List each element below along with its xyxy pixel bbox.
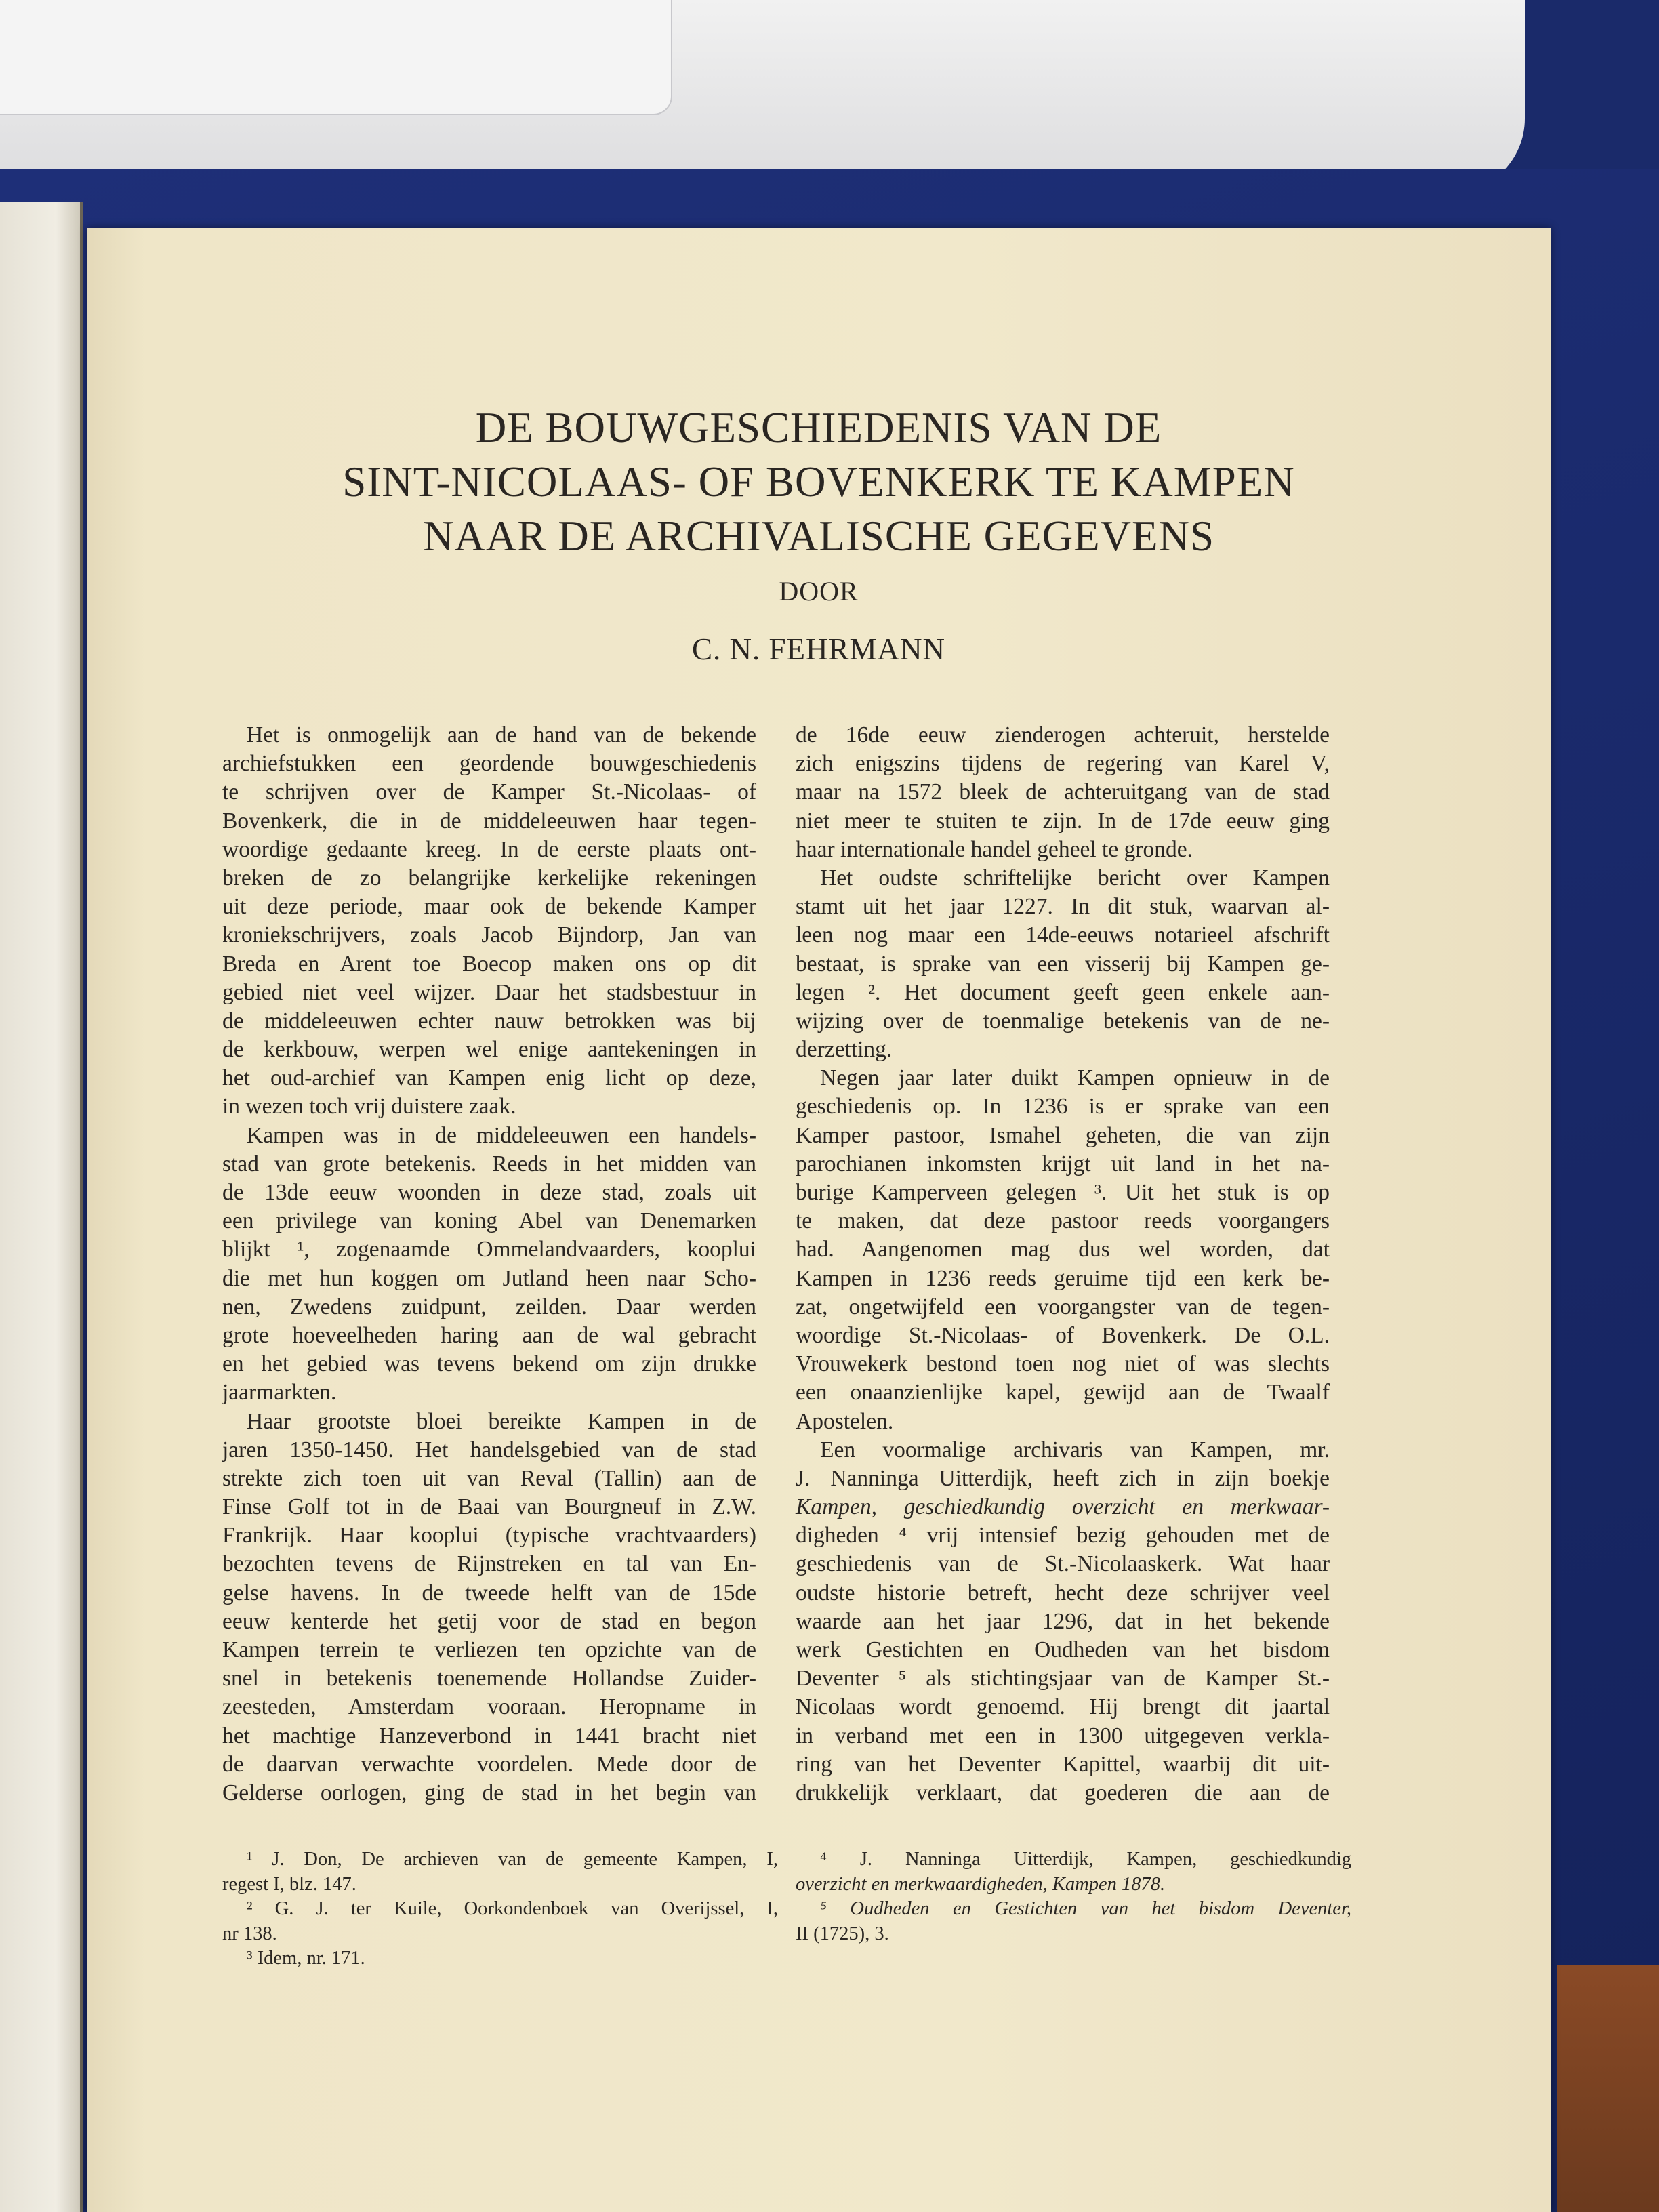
- text-line: Apostelen.: [796, 1408, 894, 1434]
- text-line: haar internationale handel geheel te gronde.: [796, 836, 1193, 862]
- text-line: Kampen in 1236 reeds geruime tijd een kerk be-: [796, 1265, 1330, 1291]
- footnotes-left: [222, 1847, 778, 1971]
- text-line: ring van het Deventer Kapittel, waarbij dit uit-: [796, 1751, 1330, 1777]
- text-line: blijkt ¹, zogenaamde Ommelandvaarders, kooplui: [222, 1237, 756, 1263]
- footnotes-right: [796, 1847, 1351, 1946]
- text-line: Finse Golf tot in de Baai van Bourgneuf in Z.W.: [222, 1494, 756, 1520]
- text-line: Kampen terrein te verliezen ten opzichte van de: [222, 1637, 756, 1662]
- text-line: Breda en Arent toe Boecop maken ons op dit: [222, 951, 756, 977]
- text-line: de 16de eeuw zienderogen achteruit, herstelde: [796, 722, 1330, 747]
- text-line: Kampen was in de middeleeuwen een handels-: [247, 1122, 756, 1148]
- text-line: Kamper pastoor, Ismahel geheten, die van zijn: [796, 1122, 1330, 1148]
- text-line: woordige St.-Nicolaas- of Bovenkerk. De O.L.: [796, 1322, 1330, 1348]
- text-line: te schrijven over de Kamper St.-Nicolaas- of: [222, 779, 756, 805]
- text-line: de kerkbouw, werpen wel enige aantekeningen in: [222, 1037, 756, 1063]
- footnote-line: overzicht en merkwaardigheden, Kampen 1878.: [796, 1873, 1166, 1895]
- text-line: gelse havens. In de tweede helft van de 15de: [222, 1580, 756, 1605]
- text-line: waarde aan het jaar 1296, dat in het bekende: [796, 1608, 1330, 1634]
- text-line: stad van grote betekenis. Reeds in het midden van: [222, 1151, 756, 1176]
- text-line: digheden ⁴ vrij intensief bezig gehouden met de: [796, 1523, 1330, 1549]
- text-line: Frankrijk. Haar kooplui (typische vrachtvaarders): [222, 1523, 756, 1549]
- laptop-lid: [0, 0, 1525, 193]
- text-line: Nicolaas wordt genoemd. Hij brengt dit jaartal: [796, 1694, 1330, 1720]
- text-line: parochianen inkomsten krijgt uit land in het na-: [796, 1151, 1330, 1176]
- text-line: de middeleeuwen echter nauw betrokken was bij: [222, 1008, 756, 1033]
- text-line: oudste historie betreft, hecht deze schrijver veel: [796, 1580, 1330, 1605]
- text-line: nen, Zwedens zuidpunt, zeilden. Daar werden: [222, 1294, 756, 1319]
- article-title-line-3: NAAR DE ARCHIVALISCHE GEGEVENS: [422, 512, 1215, 560]
- text-line: bezochten tevens de Rijnstreken en tal van En-: [222, 1551, 756, 1577]
- text-line: het machtige Hanzeverbond in 1441 bracht niet: [222, 1723, 756, 1748]
- text-line: Haar grootste bloei bereikte Kampen in de: [247, 1408, 756, 1434]
- text-line: gebied niet veel wijzer. Daar het stadsbestuur in: [222, 979, 756, 1005]
- text-line: jaarmarkten.: [222, 1380, 337, 1406]
- text-line: J. Nanninga Uitterdijk, heeft zich in zijn boekje: [796, 1465, 1330, 1491]
- text-line: Kampen, geschiedkundig overzicht en merkwaar-: [796, 1494, 1330, 1520]
- footnote-line: II (1725), 3.: [796, 1923, 889, 1944]
- text-line: had. Aangenomen mag dus wel worden, dat: [796, 1237, 1330, 1263]
- text-line: burige Kamperveen gelegen ³. Uit het stuk is op: [796, 1180, 1330, 1205]
- text-line: stamt uit het jaar 1227. In dit stuk, waarvan al-: [796, 894, 1330, 920]
- left-text-column: [222, 721, 756, 1807]
- text-line: wijzing over de toenmalige betekenis van de ne-: [796, 1008, 1330, 1033]
- text-line: bestaat, is sprake van een visserij bij Kampen ge-: [796, 951, 1330, 977]
- text-line: een onaanzienlijke kapel, gewijd aan de Twaalf: [796, 1380, 1330, 1406]
- table-surface: [1557, 1965, 1659, 2212]
- text-line: Het oudste schriftelijke bericht over Kampen: [820, 865, 1330, 890]
- text-line: Het is onmogelijk aan de hand van de bekende: [247, 722, 756, 747]
- text-line: breken de zo belangrijke kerkelijke rekeningen: [222, 865, 756, 890]
- text-line: Vrouwekerk bestond toen nog niet of was slechts: [796, 1351, 1330, 1377]
- text-line: uit deze periode, maar ook de bekende Kamper: [222, 894, 756, 920]
- footnote-line: ⁴ J. Nanninga Uitterdijk, Kampen, geschiedkundig: [820, 1849, 1351, 1870]
- text-line: eeuw kenterde het getij voor de stad en begon: [222, 1608, 756, 1634]
- footnote-line: ² G. J. ter Kuile, Oorkondenboek van Overijssel, I,: [247, 1898, 778, 1919]
- article-page: [87, 228, 1551, 2212]
- text-line: Negen jaar later duikt Kampen opnieuw in de: [820, 1065, 1330, 1091]
- text-line: zeesteden, Amsterdam vooraan. Heropname in: [222, 1694, 756, 1720]
- text-line: de daarvan verwachte voordelen. Mede door de: [222, 1751, 756, 1777]
- book-left-page-edge: [0, 202, 83, 2212]
- right-text-column: [796, 721, 1330, 1807]
- text-line: het oud-archief van Kampen enig licht op deze,: [222, 1065, 756, 1091]
- text-line: Gelderse oorlogen, ging de stad in het begin van: [222, 1780, 756, 1805]
- text-line: geschiedenis van de St.-Nicolaaskerk. Wat haar: [796, 1551, 1330, 1577]
- text-line: geschiedenis op. In 1236 is er sprake van een: [796, 1094, 1330, 1120]
- text-line: drukkelijk verklaart, dat goederen die aan de: [796, 1780, 1330, 1805]
- text-line: Een voormalige archivaris van Kampen, mr.: [820, 1437, 1330, 1462]
- text-line: een privilege van koning Abel van Denemarken: [222, 1208, 756, 1234]
- text-line: zich enigszins tijdens de regering van Karel V,: [796, 751, 1330, 777]
- text-line: woordige gedaante kreeg. In de eerste plaats ont-: [222, 836, 756, 862]
- text-line: jaren 1350-1450. Het handelsgebied van de stad: [222, 1437, 756, 1462]
- text-line: de 13de eeuw woonden in deze stad, zoals uit: [222, 1180, 756, 1205]
- text-line: grote hoeveelheden haring aan de wal gebracht: [222, 1322, 756, 1348]
- text-line: snel in betekenis toenemende Hollandse Zuider-: [222, 1666, 756, 1692]
- text-line: strekte zich toen uit van Reval (Tallin) aan de: [222, 1465, 756, 1491]
- footnote-line: ³ Idem, nr. 171.: [247, 1948, 365, 1969]
- laptop-screen-edge: [0, 0, 672, 115]
- article-title-line-2: SINT-NICOLAAS- OF BOVENKERK TE KAMPEN: [342, 458, 1295, 506]
- byline-door: DOOR: [779, 576, 859, 607]
- text-line: niet meer te stuiten te zijn. In de 17de eeuw ging: [796, 808, 1330, 834]
- text-line: in wezen toch vrij duistere zaak.: [222, 1094, 516, 1120]
- byline-author: C. N. FEHRMANN: [691, 632, 946, 666]
- text-line: zat, ongetwijfeld een voorgangster van de tegen-: [796, 1294, 1330, 1319]
- text-line: leen nog maar een 14de-eeuws notarieel afschrift: [796, 922, 1330, 948]
- text-line: maar na 1572 bleek de achteruitgang van de stad: [796, 779, 1330, 805]
- text-line: die met hun koggen om Jutland heen naar Scho-: [222, 1265, 756, 1291]
- text-line: Bovenkerk, die in de middeleeuwen haar tegen-: [222, 808, 756, 834]
- footnote-line: regest I, blz. 147.: [222, 1873, 356, 1895]
- footnote-line: ¹ J. Don, De archieven van de gemeente Kampen, I,: [247, 1849, 778, 1870]
- text-line: legen ². Het document geeft geen enkele aan-: [796, 979, 1330, 1005]
- text-line: in verband met een in 1300 uitgegeven verkla-: [796, 1723, 1330, 1748]
- text-line: en het gebied was tevens bekend om zijn drukke: [222, 1351, 756, 1377]
- text-line: werk Gestichten en Oudheden van het bisdom: [796, 1637, 1330, 1662]
- footnote-line: ⁵ Oudheden en Gestichten van het bisdom Deventer,: [820, 1898, 1351, 1919]
- text-line: kroniekschrijvers, zoals Jacob Bijndorp, Jan van: [222, 922, 756, 948]
- footnote-line: nr 138.: [222, 1923, 277, 1944]
- text-line: derzetting.: [796, 1037, 893, 1063]
- article-title-line-1: DE BOUWGESCHIEDENIS VAN DE: [475, 404, 1162, 451]
- text-line: archiefstukken een geordende bouwgeschiedenis: [222, 751, 756, 777]
- text-line: Deventer ⁵ als stichtingsjaar van de Kamper St.-: [796, 1666, 1330, 1692]
- text-line: te maken, dat deze pastoor reeds voorgangers: [796, 1208, 1330, 1234]
